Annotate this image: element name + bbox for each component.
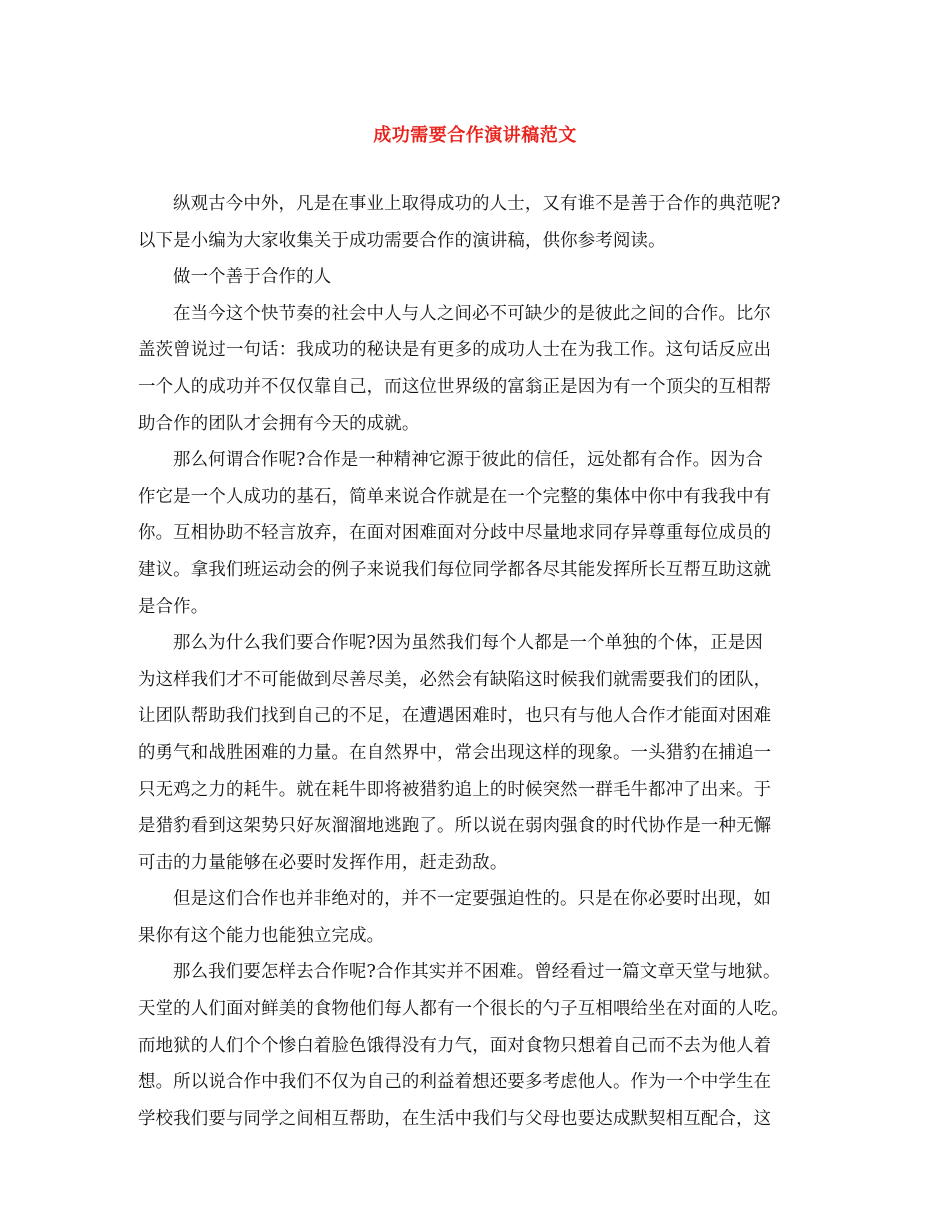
text-line: 是合作。 — [138, 596, 209, 617]
text-line: 是猎豹看到这架势只好灰溜溜地逃跑了。所以说在弱肉强食的时代协作是一种无懈 — [138, 816, 772, 837]
text-line: 果你有这个能力也能独立完成。 — [138, 925, 385, 946]
text-line: 那么为什么我们要合作呢?因为虽然我们每个人都是一个单独的个体，正是因 — [173, 633, 764, 654]
text-line: 建议。拿我们班运动会的例子来说我们每位同学都各尽其能发挥所长互帮互助这就 — [138, 559, 772, 580]
text-line: 助合作的团队才会拥有今天的成就。 — [138, 413, 420, 434]
text-line: 在当今这个快节奏的社会中人与人之间必不可缺少的是彼此之间的合作。比尔 — [173, 303, 772, 324]
document-body — [138, 186, 826, 1137]
text-line: 作它是一个人成功的基石，简单来说合作就是在一个完整的集体中你中有我我中有 — [138, 486, 772, 507]
text-line: 你。互相协助不轻言放弃，在面对困难面对分歧中尽量地求同存异尊重每位成员的 — [138, 523, 772, 544]
text-line: 想。所以说合作中我们不仅为自己的利益着想还要多考虑他人。作为一个中学生在 — [138, 1072, 772, 1093]
text-line: 但是这们合作也并非绝对的，并不一定要强迫性的。只是在你必要时出现，如 — [173, 889, 772, 910]
text-line: 盖茨曾说过一句话：我成功的秘诀是有更多的成功人士在为我工作。这句话反应出 — [138, 340, 772, 361]
text-line: 的勇气和战胜困难的力量。在自然界中，常会出现这样的现象。一头猎豹在捕追一 — [138, 742, 772, 763]
text-line: 而地狱的人们个个惨白着脸色饿得没有力气，面对食物只想着自己而不去为他人着 — [138, 1035, 772, 1056]
text-line: 学校我们要与同学之间相互帮助，在生活中我们与父母也要达成默契相互配合，这 — [138, 1108, 772, 1129]
text-line: 可击的力量能够在必要时发挥作用，赶走劲敌。 — [138, 852, 508, 873]
text-line: 那么何谓合作呢?合作是一种精神它源于彼此的信任，远处都有合作。因为合 — [173, 450, 764, 471]
text-line: 为这样我们才不可能做到尽善尽美，必然会有缺陷这时候我们就需要我们的团队， — [138, 669, 772, 690]
text-line: 让团队帮助我们找到自己的不足，在遭遇困难时，也只有与他人合作才能面对困难 — [138, 706, 772, 727]
text-line: 只无鸡之力的耗牛。就在耗牛即将被猎豹追上的时候突然一群毛牛都冲了出来。于 — [138, 779, 772, 800]
text-line: 纵观古今中外，凡是在事业上取得成功的人士，又有谁不是善于合作的典范呢? — [173, 194, 781, 214]
text-line: 天堂的人们面对鲜美的食物他们每人都有一个很长的勺子互相喂给坐在对面的人吃。 — [138, 999, 789, 1020]
text-line: 以下是小编为大家收集关于成功需要合作的演讲稿，供你参考阅读。 — [138, 230, 666, 251]
document-title: 成功需要合作演讲稿范文 — [373, 125, 577, 146]
text-line: 一个人的成功并不仅仅靠自己，而这位世界级的富翁正是因为有一个顶尖的互相帮 — [138, 376, 772, 397]
text-line: 做一个善于合作的人 — [173, 267, 332, 288]
text-line: 那么我们要怎样去合作呢?合作其实并不困难。曾经看过一篇文章天堂与地狱。 — [173, 962, 781, 983]
